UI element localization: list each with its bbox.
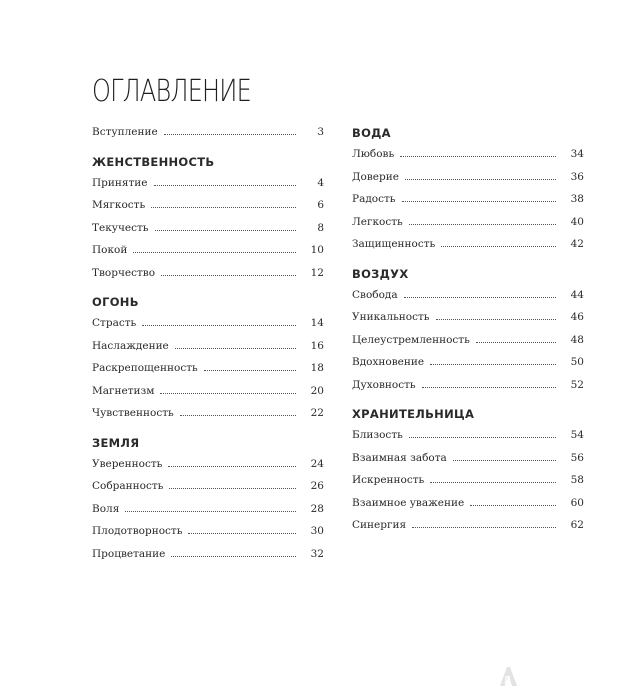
dot-leader	[405, 178, 556, 180]
toc-entry[interactable]	[352, 334, 584, 357]
toc-entry[interactable]	[92, 317, 324, 340]
toc-left-column	[92, 126, 324, 570]
dot-leader	[169, 487, 296, 489]
dot-leader	[404, 296, 556, 298]
toc-entry[interactable]	[92, 267, 324, 290]
toc-entry[interactable]	[92, 525, 324, 548]
dot-leader	[151, 206, 296, 208]
toc-entry[interactable]	[92, 340, 324, 363]
toc-entry[interactable]	[92, 177, 324, 200]
toc-entry-label: Духовность	[352, 378, 416, 391]
toc-entry-label: Вдохновение	[352, 356, 425, 368]
dot-leader	[453, 459, 556, 461]
dot-leader	[161, 274, 296, 276]
toc-entry[interactable]	[352, 171, 584, 194]
toc-entry[interactable]	[92, 407, 324, 430]
toc-entry-label: Радость	[352, 193, 396, 205]
toc-entry[interactable]	[92, 458, 324, 481]
toc-entry[interactable]	[92, 199, 324, 222]
toc-entry-label: Магнетизм	[92, 384, 155, 397]
dot-leader	[476, 341, 556, 343]
toc-entry-label: Легкость	[352, 215, 403, 228]
toc-entry-label: Собранность	[92, 480, 164, 492]
toc-entry-page-number: 18	[310, 362, 324, 374]
toc-entry-page-number: 54	[570, 429, 584, 441]
section-heading: ЗЕМЛЯ	[92, 435, 140, 450]
toc-entry-label: Мягкость	[92, 199, 146, 211]
toc-entry-label: Процветание	[92, 547, 166, 560]
toc-entry-page-number: 14	[310, 317, 324, 329]
toc-entry-page-number: 52	[570, 378, 584, 391]
dot-leader	[422, 386, 556, 388]
toc-entry-page-number: 30	[310, 525, 324, 537]
dot-leader	[400, 155, 556, 157]
dot-leader	[412, 526, 556, 528]
dot-leader	[160, 392, 296, 394]
toc-entry[interactable]	[352, 193, 584, 216]
toc-entry[interactable]	[352, 452, 584, 475]
dot-leader	[430, 363, 556, 365]
toc-entry[interactable]	[352, 356, 584, 379]
toc-entry-label: Уникальность	[352, 311, 430, 323]
toc-entry[interactable]	[352, 519, 584, 542]
toc-entry-page-number: 46	[570, 311, 584, 323]
dot-leader	[204, 369, 296, 371]
toc-entry[interactable]	[92, 362, 324, 385]
toc-entry[interactable]	[92, 244, 324, 267]
toc-entry-label: Свобода	[352, 288, 398, 301]
dot-leader	[188, 532, 296, 534]
dot-leader	[402, 200, 556, 202]
toc-entry-page-number: 6	[317, 199, 324, 211]
toc-entry-page-number: 32	[310, 547, 324, 560]
toc-entry-page-number: 40	[570, 215, 584, 228]
toc-entry[interactable]	[92, 126, 324, 149]
toc-entry-label: Принятие	[92, 176, 148, 189]
logo-letter: Л	[503, 675, 511, 686]
toc-entry-label: Воля	[92, 502, 120, 515]
toc-entry-page-number: 62	[570, 519, 584, 531]
dot-leader	[175, 347, 296, 349]
toc-entry[interactable]	[352, 379, 584, 402]
toc-entry-label: Синергия	[352, 519, 407, 531]
dot-leader	[409, 436, 556, 438]
dot-leader	[164, 133, 296, 135]
toc-entry-page-number: 56	[570, 451, 584, 464]
dot-leader	[142, 324, 296, 326]
dot-leader	[125, 510, 296, 512]
dot-leader	[154, 184, 296, 186]
toc-entry-page-number: 8	[317, 221, 324, 234]
toc-entry-page-number: 26	[310, 480, 324, 492]
toc-entry[interactable]	[92, 548, 324, 571]
toc-entry-label: Искренность	[352, 474, 425, 486]
toc-entry-label: Вступление	[92, 126, 158, 138]
toc-entry-label: Текучесть	[92, 221, 149, 234]
toc-entry-label: Целеустремленность	[352, 333, 470, 346]
dot-leader	[155, 229, 296, 231]
toc-entry-label: Творчество	[92, 266, 156, 279]
toc-entry[interactable]	[352, 148, 584, 171]
section-heading: ХРАНИТЕЛЬНИЦА	[352, 407, 475, 421]
toc-entry-label: Чувственность	[92, 407, 174, 419]
dot-leader	[180, 414, 296, 416]
toc-entry-page-number: 42	[570, 238, 584, 250]
toc-entry[interactable]	[92, 385, 324, 408]
dot-leader	[436, 318, 556, 320]
toc-entry-page-number: 44	[570, 288, 584, 301]
toc-entry[interactable]	[352, 311, 584, 334]
toc-entry-page-number: 24	[310, 457, 324, 470]
toc-entry-page-number: 34	[570, 148, 584, 160]
dot-leader	[441, 245, 556, 247]
dot-leader	[171, 555, 296, 557]
toc-entry-label: Уверенность	[92, 457, 163, 470]
toc-entry-page-number: 60	[570, 496, 584, 509]
toc-entry-label: Страсть	[92, 317, 137, 329]
toc-entry-label: Раскрепощенность	[92, 362, 198, 374]
toc-entry[interactable]	[92, 222, 324, 245]
dot-leader	[133, 251, 296, 253]
toc-entry-page-number: 10	[310, 244, 324, 256]
toc-entry[interactable]	[352, 429, 584, 452]
toc-entry[interactable]	[92, 480, 324, 503]
toc-entry-page-number: 20	[310, 384, 324, 397]
toc-entry[interactable]	[352, 238, 584, 261]
section-heading: ЖЕНСТВЕННОСТЬ	[92, 154, 215, 169]
toc-entry[interactable]	[352, 216, 584, 239]
toc-entry-page-number: 16	[310, 339, 324, 352]
toc-entry-label: Взаимная забота	[352, 451, 447, 464]
dot-leader	[470, 504, 556, 506]
toc-entry-label: Близость	[352, 429, 403, 441]
toc-entry-label: Взаимное уважение	[352, 496, 465, 509]
toc-right-column	[352, 126, 584, 542]
dot-leader	[168, 465, 296, 467]
toc-entry-page-number: 28	[310, 502, 324, 515]
section-heading: ОГОНЬ	[92, 295, 139, 309]
toc-entry-page-number: 58	[570, 474, 584, 486]
toc-entry-page-number: 38	[570, 193, 584, 205]
dot-leader	[430, 481, 556, 483]
toc-entry-page-number: 12	[310, 266, 324, 279]
toc-entry-label: Покой	[92, 244, 128, 256]
toc-entry-page-number: 4	[317, 176, 324, 189]
toc-entry-page-number: 3	[317, 126, 324, 138]
toc-entry-label: Любовь	[352, 148, 395, 160]
page-title: ОГЛАВЛЕНИЕ	[92, 74, 251, 109]
toc-entry-page-number: 48	[570, 333, 584, 346]
toc-entry[interactable]	[92, 503, 324, 526]
publisher-logo-icon	[496, 666, 518, 688]
toc-entry-page-number: 22	[310, 407, 324, 419]
toc-entry[interactable]	[352, 497, 584, 520]
toc-entry-label: Наслаждение	[92, 339, 169, 352]
toc-entry-page-number: 36	[570, 170, 584, 183]
toc-entry-label: Защищенность	[352, 238, 436, 250]
toc-entry-page-number: 50	[570, 356, 584, 368]
section-heading: ВОЗДУХ	[352, 266, 409, 281]
toc-entry-label: Доверие	[352, 170, 399, 183]
toc-entry-label: Плодотворность	[92, 525, 183, 537]
toc-entry[interactable]	[352, 289, 584, 312]
toc-entry[interactable]	[352, 474, 584, 497]
dot-leader	[409, 223, 556, 225]
section-heading: ВОДА	[352, 126, 391, 140]
